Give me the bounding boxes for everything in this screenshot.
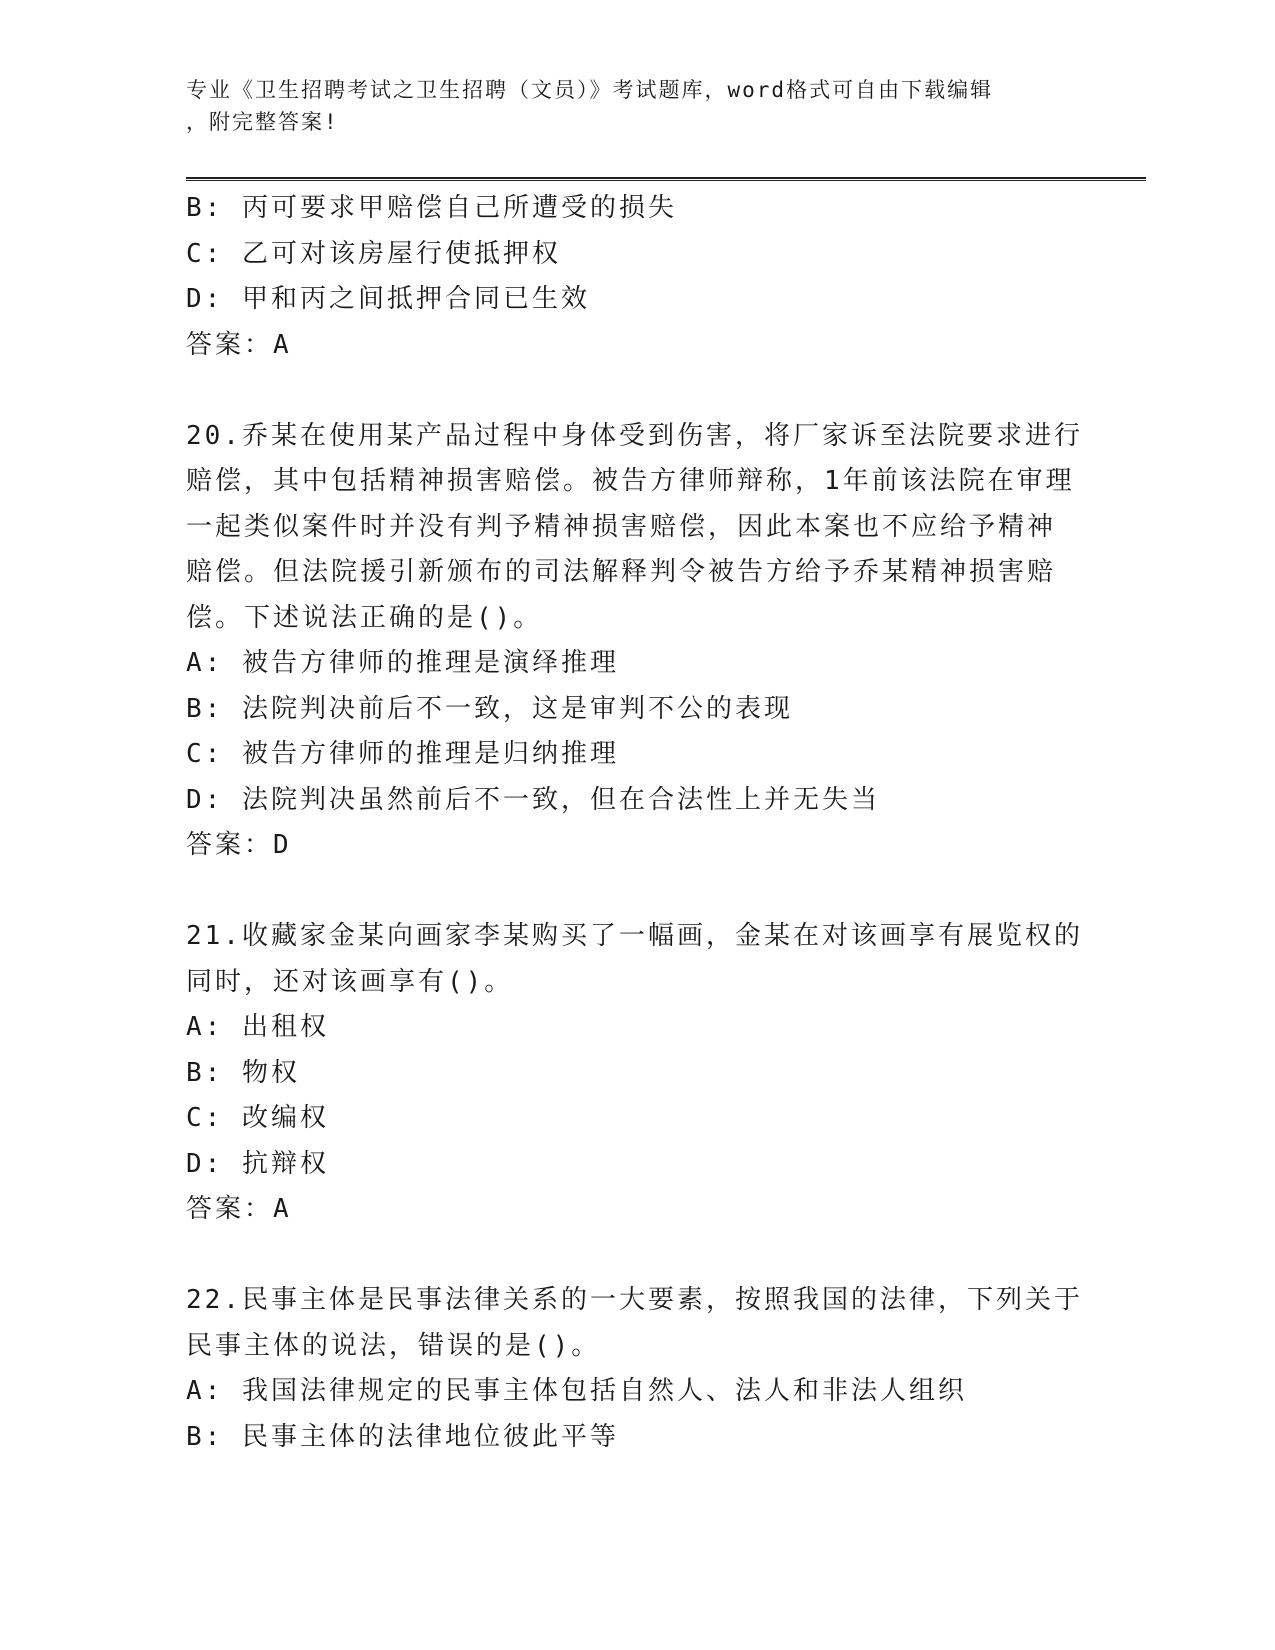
option-b: B: 民事主体的法律地位彼此平等 xyxy=(186,1421,619,1452)
answer-line: 答案：A xyxy=(186,329,292,360)
header-divider xyxy=(186,177,1146,181)
question-20 xyxy=(186,414,1086,869)
spacer xyxy=(186,869,1086,915)
question-21 xyxy=(186,914,1086,1233)
option-b: B: 法院判决前后不一致，这是审判不公的表现 xyxy=(186,693,793,724)
option-b: B: 丙可要求甲赔偿自己所遭受的损失 xyxy=(186,193,677,223)
question-text-line: 22.民事主体是民事法律关系的一大要素，按照我国的法律，下列关于 xyxy=(186,1285,1083,1315)
header-title-line-1: 专业《卫生招聘考试之卫生招聘（文员）》考试题库，word格式可自由下载编辑 xyxy=(186,78,994,102)
question-text-line: 同时，还对该画享有()。 xyxy=(186,966,514,997)
header-title-line-2: ，附完整答案! xyxy=(186,110,339,134)
question-text-line: 21.收藏家金某向画家李某购买了一幅画，金某在对该画享有展览权的 xyxy=(186,921,1083,951)
answer-line: 答案：A xyxy=(186,1194,292,1224)
question-list xyxy=(186,186,1086,1460)
question-text-line: 民事主体的说法，错误的是()。 xyxy=(186,1330,601,1361)
answer-line: 答案：D xyxy=(186,830,292,860)
option-b: B: 物权 xyxy=(186,1057,300,1088)
question-19-tail xyxy=(186,186,1086,368)
option-d: D: 甲和丙之间抵押合同已生效 xyxy=(186,284,590,314)
question-text-line: 20.乔某在使用某产品过程中身体受到伤害，将厂家诉至法院要求进行 xyxy=(186,420,1083,451)
option-c: C: 改编权 xyxy=(186,1103,329,1133)
option-a: A: 出租权 xyxy=(186,1012,329,1042)
option-a: A: 被告方律师的推理是演绎推理 xyxy=(186,648,619,678)
option-d: D: 抗辩权 xyxy=(186,1148,329,1179)
spacer xyxy=(186,1233,1086,1279)
spacer xyxy=(186,368,1086,414)
question-22 xyxy=(186,1278,1086,1460)
question-text-line: 一起类似案件时并没有判予精神损害赔偿，因此本案也不应给予精神 xyxy=(186,511,1057,542)
question-text-line: 偿。下述说法正确的是()。 xyxy=(186,602,543,633)
option-d: D: 法院判决虽然前后不一致，但在合法性上并无失当 xyxy=(186,784,880,815)
question-text-line: 赔偿，其中包括精神损害赔偿。被告方律师辩称，1年前该法院在审理 xyxy=(186,466,1075,496)
option-c: C: 乙可对该房屋行使抵押权 xyxy=(186,238,561,269)
option-a: A: 我国法律规定的民事主体包括自然人、法人和非法人组织 xyxy=(186,1376,967,1406)
question-text-line: 赔偿。但法院援引新颁布的司法解释判令被告方给予乔某精神损害赔 xyxy=(186,557,1057,587)
document-header xyxy=(186,74,1086,138)
option-c: C: 被告方律师的推理是归纳推理 xyxy=(186,739,619,769)
